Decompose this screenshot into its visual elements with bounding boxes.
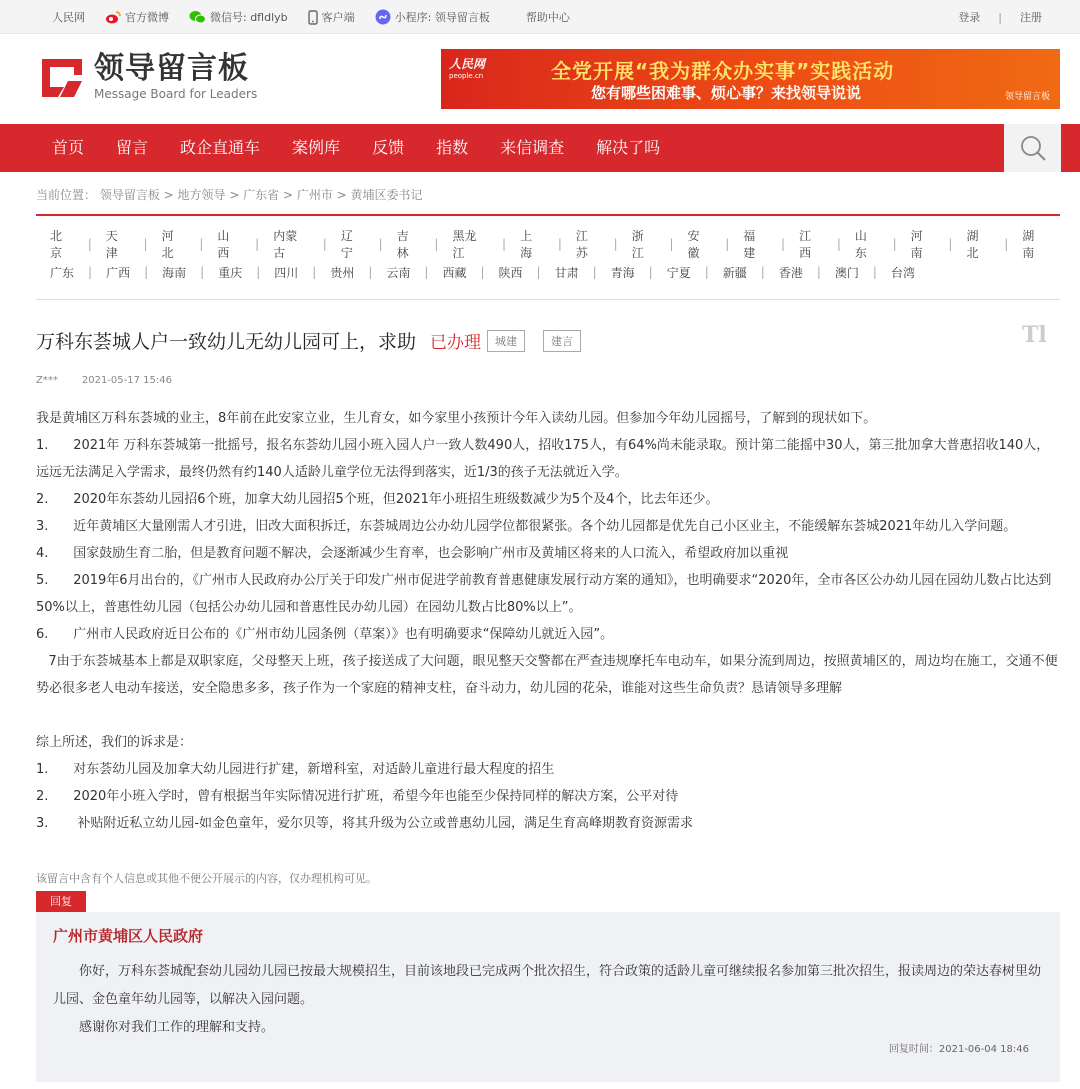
banner-corner-logo: 领导留言板 xyxy=(1004,92,1050,102)
region-divider: | xyxy=(892,237,897,251)
banner-subline: 您有哪些困难事、烦心事？来找领导说说 xyxy=(591,84,862,102)
region-link[interactable]: 山西 xyxy=(217,229,230,260)
region-divider: | xyxy=(434,237,439,251)
region-link[interactable]: 广西 xyxy=(106,265,131,280)
miniprogram-link[interactable] xyxy=(375,9,490,25)
region-divider: | xyxy=(704,265,709,279)
region-divider: | xyxy=(378,237,383,251)
post-paragraph: 3. 近年黄埔区大量刚需人才引进，旧改大面积拆迁，东荟城周边公办幼儿园学位都很紧张。各个幼儿园都是优先自己小区业主，不能缓解东荟城2021年幼儿入学问题。 xyxy=(36,519,1017,534)
region-divider: | xyxy=(88,265,93,279)
region-divider: | xyxy=(144,265,149,279)
region-link[interactable]: 海南 xyxy=(162,265,187,280)
region-link[interactable]: 四川 xyxy=(274,265,299,280)
help-label: 帮助中心 xyxy=(525,11,570,24)
region-divider: | xyxy=(502,237,507,251)
reply-box xyxy=(36,912,1060,1082)
logo-subtitle: Message Board for Leaders xyxy=(94,87,258,101)
post-paragraph: 4. 国家鼓励生育二胎，但是教育问题不解决，会逐渐减少生育率，也会影响广州市及黄埔区将来的人口流入，希望政府加以重视 xyxy=(36,546,789,561)
region-link[interactable]: 澳门 xyxy=(834,265,859,280)
privacy-note: 该留言中含有个人信息或其他不便公开展示的内容，仅办理机构可见。 xyxy=(36,872,377,885)
region-link[interactable]: 安徽 xyxy=(687,229,700,260)
region-divider: | xyxy=(648,265,653,279)
wechat-link[interactable] xyxy=(189,9,288,25)
nav-resolved[interactable]: 解决了吗 xyxy=(596,138,661,157)
region-link[interactable]: 新疆 xyxy=(722,265,747,280)
region-divider: | xyxy=(87,237,92,251)
reply-org: 广州市黄埔区人民政府 xyxy=(53,927,204,945)
header xyxy=(0,34,1080,124)
nav-enterprise[interactable]: 政企直通车 xyxy=(180,138,261,157)
post-paragraph xyxy=(36,702,1062,729)
region-divider: | xyxy=(143,237,148,251)
reply-time: 回复时间：2021-06-04 18:46 xyxy=(888,1044,1029,1055)
region-link[interactable]: 福建 xyxy=(743,229,756,260)
reply-label: 回复 xyxy=(36,891,86,912)
region-link[interactable]: 广东 xyxy=(50,265,75,280)
region-divider: | xyxy=(872,265,877,279)
post-paragraph: 5. 2019年6月出台的，《广州市人民政府办公厅关于印发广州市促进学前教育普惠健康发展行动方案的通知》，也明确要求“2020年，全市各区公办幼儿园在园幼儿数占比达到50%以上，普惠性幼儿园（包括公办幼儿园和普惠性民办幼儿园）在园幼儿数占比80%以上”。 xyxy=(36,573,1052,615)
region-divider: | xyxy=(322,237,327,251)
post-paragraph: 综上所述，我们的诉求是： xyxy=(36,735,193,750)
nav-cases[interactable]: 案例库 xyxy=(292,138,341,157)
post-paragraph: 2. 2020年小班入学时，曾有根据当年实际情况进行扩班，希望今年也能至少保持同样的解决方案，公平对待 xyxy=(36,789,679,804)
nav-survey[interactable]: 来信调查 xyxy=(500,138,565,157)
nav-messages[interactable]: 留言 xyxy=(116,138,149,157)
post-author: Z*** xyxy=(36,375,58,386)
region-link[interactable]: 浙江 xyxy=(631,229,644,260)
region-divider: | xyxy=(725,237,730,251)
post-meta xyxy=(36,375,172,386)
people-link[interactable] xyxy=(52,9,85,25)
region-link[interactable]: 青海 xyxy=(610,265,635,280)
post-paragraph: 2. 2020年东荟幼儿园招6个班，加拿大幼儿园招5个班，但2021年小班招生班级数减少为5个及4个，比去年还少。 xyxy=(36,492,719,507)
post-content xyxy=(36,405,1062,837)
region-link[interactable]: 吉林 xyxy=(396,229,409,260)
top-divider: | xyxy=(998,10,1002,24)
wechat-icon xyxy=(189,10,206,24)
people-label: 人民网 xyxy=(52,11,85,24)
phone-icon xyxy=(308,10,318,25)
region-divider: | xyxy=(536,265,541,279)
region-link[interactable]: 香港 xyxy=(778,265,803,280)
region-link[interactable]: 辽宁 xyxy=(340,229,353,260)
region-link[interactable]: 云南 xyxy=(386,265,411,280)
region-link[interactable]: 贵州 xyxy=(330,265,355,280)
app-link[interactable] xyxy=(308,9,355,25)
app-label: 客户端 xyxy=(321,11,355,24)
region-divider: | xyxy=(424,265,429,279)
region-link[interactable]: 上海 xyxy=(520,229,533,260)
region-link[interactable]: 黑龙江 xyxy=(452,229,477,260)
region-link[interactable]: 江西 xyxy=(799,229,812,260)
help-link[interactable] xyxy=(526,9,570,25)
login-link[interactable]: 登录 xyxy=(958,11,981,24)
region-link[interactable]: 湖南 xyxy=(1022,229,1035,260)
region-divider: | xyxy=(948,237,953,251)
region-link[interactable]: 河南 xyxy=(910,229,923,260)
region-link[interactable]: 江苏 xyxy=(575,229,588,260)
register-link[interactable]: 注册 xyxy=(1020,11,1042,24)
region-divider: | xyxy=(613,237,618,251)
post-title: 万科东荟城人户一致幼儿无幼儿园可上，求助 xyxy=(36,331,417,353)
post-paragraph: 1. 2021年 万科东荟城第一批摇号，报名东荟幼儿园小班入园人户一致人数490人，招收175人，有64%尚未能录取。预计第二能摇中30人，第三批加拿大普惠招收140人，远远无法满足入学需求，最终仍然有约140人适龄儿童学位无法得到落实，近1/3的孩子无法就近入学。 xyxy=(36,438,1050,480)
gray-divider xyxy=(36,299,1060,300)
banner-brand-name: 人民网 xyxy=(449,57,486,71)
region-divider: | xyxy=(592,265,597,279)
banner-brand xyxy=(449,55,485,80)
post-paragraph: 1. 对东荟幼儿园及加拿大幼儿园进行扩建，新增科室，对适龄儿童进行最大程度的招生 xyxy=(36,762,555,777)
search-button[interactable] xyxy=(1004,124,1061,172)
region-link[interactable]: 宁夏 xyxy=(666,265,691,280)
region-divider: | xyxy=(669,237,674,251)
region-divider: | xyxy=(312,265,317,279)
main-nav xyxy=(0,124,1080,172)
region-divider: | xyxy=(557,237,562,251)
tag-urban[interactable]: 城建 xyxy=(487,330,525,352)
region-divider: | xyxy=(816,265,821,279)
region-link[interactable]: 天津 xyxy=(105,229,118,260)
top-bar xyxy=(0,0,1080,34)
wechat-label: 微信号: dfldlyb xyxy=(210,11,288,24)
region-link[interactable]: 陕西 xyxy=(498,265,523,280)
post-paragraph: 7由于东荟城基本上都是双职家庭，父母整天上班，孩子接送成了大问题，眼见整天交警都在严查违规摩托车电动车，如果分流到周边，按照黄埔区的，周边均在施工，交通不便势必很多老人电动车接送，安全隐患多多，孩子作为一个家庭的精神支柱，奋斗动力，幼儿园的花朵，谁能对这些生命负责？恳请领导多理解 xyxy=(36,654,1058,696)
post-paragraph: 我是黄埔区万科东荟城的业主，8年前在此安家立业，生儿育女，如今家里小孩预计今年入读幼儿园。但参加今年幼儿园摇号，了解到的现状如下。 xyxy=(36,411,877,426)
region-link[interactable]: 湖北 xyxy=(966,229,979,260)
banner-brand-sub: people.cn xyxy=(449,72,484,80)
region-link[interactable]: 北京 xyxy=(50,229,63,260)
red-divider xyxy=(36,214,1060,216)
region-divider: | xyxy=(256,265,261,279)
nav-home[interactable]: 首页 xyxy=(52,138,85,157)
region-divider: | xyxy=(781,237,786,251)
region-link[interactable]: 河北 xyxy=(161,229,174,260)
region-link[interactable]: 内蒙古 xyxy=(273,229,298,260)
banner-headline: 全党开展“我为群众办实事”实践活动 xyxy=(551,59,895,83)
region-divider: | xyxy=(255,237,260,251)
region-divider: | xyxy=(760,265,765,279)
site-logo[interactable] xyxy=(38,52,257,101)
post-title-row xyxy=(36,327,581,354)
miniprogram-label: 小程序: 领导留言板 xyxy=(394,11,490,24)
region-divider: | xyxy=(200,265,205,279)
region-link[interactable]: 台湾 xyxy=(890,265,915,280)
region-divider: | xyxy=(480,265,485,279)
font-size-icon[interactable]: Tl xyxy=(1022,322,1047,348)
breadcrumb: 当前位置： 领导留言板 > 地方领导 > 广东省 > 广州市 > 黄埔区委书记 xyxy=(36,188,423,202)
reply-paragraph: 你好，万科东荟城配套幼儿园幼儿园已按最大规模招生，目前该地段已完成两个批次招生，符合政策的适龄儿童可继续报名参加第三批次招生，报读周边的荣达春树里幼儿园、金色童年幼儿园等，以解决入园问题。 xyxy=(53,964,1042,1007)
region-divider: | xyxy=(1004,237,1009,251)
region-divider: | xyxy=(199,237,204,251)
campaign-banner[interactable] xyxy=(441,49,1060,109)
region-link[interactable]: 重庆 xyxy=(218,265,243,280)
reply-paragraph: 感谢你对我们工作的理解和支持。 xyxy=(79,1020,275,1035)
weibo-label: 官方微博 xyxy=(125,11,169,24)
weibo-icon xyxy=(105,11,121,24)
post-paragraph: 3. 补贴附近私立幼儿园-如金色童年，爱尔贝等，将其升级为公立或普惠幼儿园，满足生育高峰期教育资源需求 xyxy=(36,816,694,831)
post-paragraph: 6. 广州市人民政府近日公布的《广州市幼儿园条例（草案）》也有明确要求“保障幼儿就近入园”。 xyxy=(36,627,614,642)
logo-icon xyxy=(38,53,86,101)
status-badge: 已办理 xyxy=(430,333,482,353)
search-icon xyxy=(1019,134,1047,162)
tag-suggestion[interactable]: 建言 xyxy=(543,330,581,352)
region-link[interactable]: 山东 xyxy=(854,229,867,260)
region-divider: | xyxy=(836,237,841,251)
region-link[interactable]: 甘肃 xyxy=(554,265,579,280)
region-divider: | xyxy=(368,265,373,279)
region-list xyxy=(36,230,1060,286)
nav-feedback[interactable]: 反馈 xyxy=(372,138,405,157)
region-link[interactable]: 西藏 xyxy=(442,265,467,280)
nav-index[interactable]: 指数 xyxy=(436,138,469,157)
reply-text xyxy=(53,958,1045,1042)
logo-title: 领导留言板 xyxy=(94,51,249,86)
post-date: 2021-05-17 15:46 xyxy=(81,375,172,386)
weibo-link[interactable] xyxy=(105,9,169,25)
miniprogram-icon xyxy=(375,9,391,25)
